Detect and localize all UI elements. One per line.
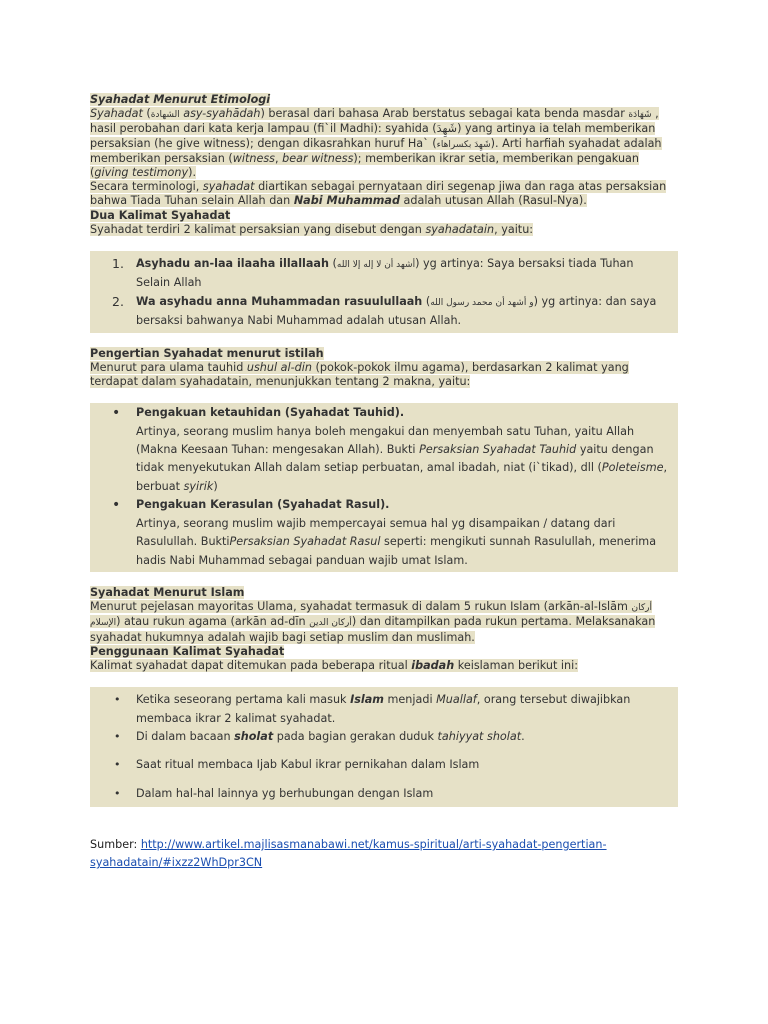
- penggunaan-intro: Kalimat syahadat dapat ditemukan pada beberapa ritual ibadah keislaman berikut ini:: [90, 658, 578, 672]
- list-item-text: (Makna Keesaan Tuhan: mengesakan Allah). Bukti Persaksian Syahadat Tauhid yaitu dengan: [136, 443, 654, 457]
- list-item-continuation: Selain Allah: [136, 276, 202, 290]
- bullet-icon: •: [112, 497, 121, 514]
- bullet-icon: •: [114, 758, 121, 772]
- list-item-text: Artinya, seorang muslim wajib mempercayai semua hal yg disampaikan / datang dari: [136, 516, 616, 530]
- list-number: 1.: [112, 256, 124, 272]
- section-title-islam: Syahadat Menurut Islam: [90, 585, 245, 599]
- etimologi-line-4: memberikan persaksian (witness, bear witness); memberikan ikrar setia, memberikan pengakuan: [90, 151, 639, 165]
- islam-line-1: Menurut pejelasan mayoritas Ulama, syahadat termasuk di dalam 5 rukun Islam (arkān-al-Islām أركان: [90, 600, 652, 614]
- list-item: 1. Asyhadu an-laa ilaaha illallaah (أشهد أن لا إله إلا الله) yg artinya: Saya bersaksi tiada Tuhan: [90, 255, 678, 274]
- syahadat-numbered-list: [90, 251, 678, 333]
- etimologi-line-3: persaksian (he give witness); dengan dikasrahkan huruf Ha` (شَهِدَ بكسراهاء). Arti harfiah syahadat adalah: [90, 136, 662, 150]
- etimologi-line-1: Syahadat (الشهادة asy-syahādah) berasal dari bahasa Arab berstatus sebagai kata benda masdar شَهَادَة ,: [90, 107, 659, 121]
- dua-kalimat-intro: Syahadat terdiri 2 kalimat persaksian yang disebut dengan syahadatain, yaitu:: [90, 222, 534, 236]
- source-label: Sumber:: [90, 838, 141, 851]
- istilah-line-2: terdapat dalam syahadatain, menunjukkan tentang 2 makna, yaitu:: [90, 375, 471, 389]
- islam-line-2: الإسلام) atau rukun agama (arkān ad-dīn أركان الدين) dan ditampilkan pada rukun pertama. Melaksanakan: [90, 615, 656, 629]
- section-title-penggunaan: Penggunaan Kalimat Syahadat: [90, 644, 285, 658]
- source-link-continuation[interactable]: syahadatain/#ixzz2WhDpr3CN: [90, 856, 263, 869]
- etimologi-line-5: (giving testimony).: [90, 166, 197, 180]
- source-citation: [90, 836, 607, 872]
- etimologi-line-2: hasil perobahan dari kata kerja lampau (fi`il Madhi): syahida (شَهِدَ) yang artinya ia telah memberikan: [90, 122, 656, 136]
- list-item: • Pengakuan ketauhidan (Syahadat Tauhid).: [112, 405, 405, 422]
- makna-bullet-list: [90, 403, 678, 572]
- islam-line-3: syahadat hukumnya adalah wajib bagi setiap muslim dan muslimah.: [90, 630, 475, 644]
- terminologi-line-2: bahwa Tiada Tuhan selain Allah dan Nabi Muhammad adalah utusan Allah (Rasul-Nya).: [90, 194, 587, 208]
- bullet-icon: •: [114, 786, 121, 800]
- list-item-text: Artinya, seorang muslim hanya boleh mengakui dan menyembah satu Tuhan, yaitu Allah: [136, 424, 635, 438]
- section-title-etimologi: Syahadat Menurut Etimologi: [90, 93, 271, 106]
- document-body: [90, 93, 678, 807]
- list-item-continuation: bersaksi bahwanya Nabi Muhammad adalah utusan Allah.: [136, 314, 462, 328]
- bullet-icon: •: [112, 405, 121, 422]
- penggunaan-bullet-list: [90, 687, 678, 807]
- istilah-line-1: Menurut para ulama tauhid ushul al-din (pokok-pokok ilmu agama), berdasarkan 2 kalimat yang: [90, 360, 629, 374]
- list-item-text: membaca ikrar 2 kalimat syahadat.: [136, 711, 336, 725]
- terminologi-line-1: Secara terminologi, syahadat diartikan sebagai pernyataan diri segenap jiwa dan raga atas persaksian: [90, 180, 667, 194]
- list-item: • Di dalam bacaan sholat pada bagian gerakan duduk tahiyyat sholat.: [90, 728, 678, 746]
- list-number: 2.: [112, 293, 124, 309]
- list-item: • Dalam hal-hal lainnya yg berhubungan dengan Islam: [90, 785, 678, 803]
- list-item: • Saat ritual membaca Ijab Kabul ikrar pernikahan dalam Islam: [90, 756, 678, 774]
- list-item: • Ketika seseorang pertama kali masuk Islam menjadi Muallaf, orang tersebut diwajibkan: [90, 691, 678, 709]
- list-item: 2. Wa asyhadu anna Muhammadan rasuulullaah (و أشهد أن محمد رسول الله) yg artinya: dan saya: [90, 293, 678, 312]
- list-item-text: hadis Nabi Muhammad sebagai panduan wajib umat Islam.: [136, 553, 468, 567]
- list-item-text: Rasulullah. BuktiPersaksian Syahadat Rasul seperti: mengikuti sunnah Rasulullah, menerima: [136, 535, 657, 549]
- list-item-text: berbuat syirik): [136, 479, 218, 493]
- source-link[interactable]: http://www.artikel.majlisasmanabawi.net/kamus-spiritual/arti-syahadat-pengertian-: [140, 838, 607, 851]
- source-line-2: [90, 854, 607, 872]
- bullet-icon: •: [114, 729, 121, 743]
- section-title-istilah: Pengertian Syahadat menurut istilah: [90, 346, 324, 360]
- list-item-text: tidak menyekutukan Allah dalam setiap perbuatan, amal ibadah, niat (i`tikad), dll (Poleteisme,: [136, 461, 668, 475]
- section-title-dua-kalimat: Dua Kalimat Syahadat: [90, 208, 231, 222]
- bullet-icon: •: [114, 693, 121, 707]
- list-item: • Pengakuan Kerasulan (Syahadat Rasul).: [112, 497, 390, 514]
- source-line-1: [90, 836, 607, 854]
